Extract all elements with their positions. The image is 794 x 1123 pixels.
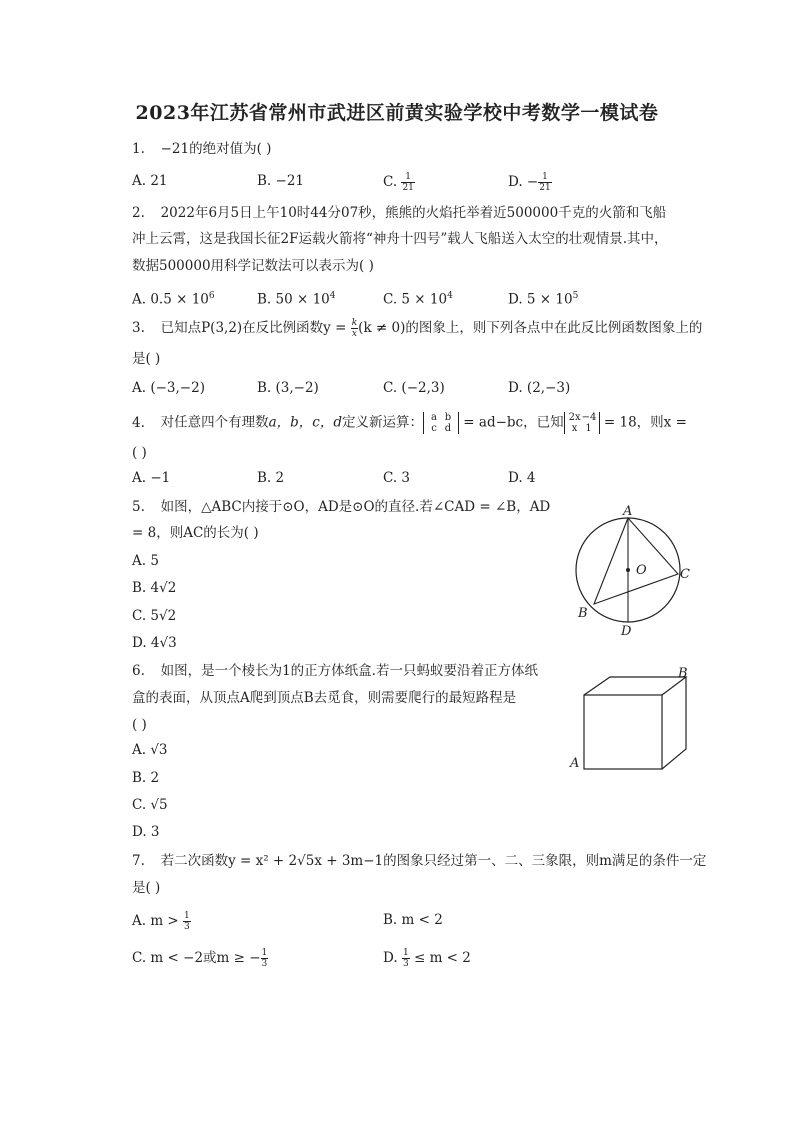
label-b: B bbox=[578, 606, 588, 621]
q4-option-c[interactable]: C. 3 bbox=[383, 470, 411, 486]
q2-option-b[interactable]: B. $50 \times 10^4$ bbox=[257, 291, 336, 308]
determinant-given: 2x−4 x 1 bbox=[564, 412, 600, 434]
q6-option-c[interactable]: C. √5 bbox=[132, 797, 168, 813]
q3-option-c[interactable]: C. (−2,3) bbox=[383, 380, 445, 396]
question-7-line-2: 是( ) bbox=[132, 880, 161, 896]
cube-front-face bbox=[584, 695, 662, 769]
q1-option-c[interactable]: C. $\frac{1}{21}$ bbox=[383, 172, 414, 193]
center-point bbox=[626, 568, 630, 572]
q1-option-a[interactable]: A. 21 bbox=[132, 173, 168, 189]
q4-option-a[interactable]: A. −1 bbox=[132, 470, 171, 486]
q4-option-b[interactable]: B. 2 bbox=[257, 470, 285, 486]
question-1: 1. −21的绝对值为( ) bbox=[132, 141, 272, 157]
label-cube-a: A bbox=[570, 756, 580, 771]
triangle-abc bbox=[594, 518, 678, 604]
q2-option-d[interactable]: D. $5 \times 10^5$ bbox=[508, 291, 579, 308]
q3-option-b[interactable]: B. (3,−2) bbox=[257, 380, 319, 396]
question-5-line-2: = 8，则AC的长为( ) bbox=[132, 525, 259, 541]
q5-option-d[interactable]: D. 4√3 bbox=[132, 635, 177, 651]
q7-option-b[interactable]: B. m < 2 bbox=[383, 912, 443, 928]
page-title: 2023年江苏省常州市武进区前黄实验学校中考数学一模试卷 bbox=[135, 102, 659, 124]
label-a: A bbox=[623, 504, 633, 519]
label-d: D bbox=[621, 624, 632, 639]
q4-option-d[interactable]: D. 4 bbox=[508, 470, 536, 486]
determinant-abcd: a b c d bbox=[423, 412, 459, 434]
q5-option-a[interactable]: A. 5 bbox=[132, 553, 159, 569]
q6-option-d[interactable]: D. 3 bbox=[132, 824, 160, 840]
q6-option-a[interactable]: A. √3 bbox=[132, 742, 168, 758]
question-4-line-2: ( ) bbox=[132, 445, 147, 461]
question-5: 5. 如图，△ABC内接于⊙O，AD是⊙O的直径.若∠CAD = ∠B，AD bbox=[132, 499, 551, 515]
q3-option-a[interactable]: A. (−3,−2) bbox=[132, 380, 205, 396]
q7-option-a[interactable]: A. m > $\frac{1}{3}$ bbox=[132, 911, 190, 932]
question-7: 7. 若二次函数y = x² + 2√5x + 3m−1的图象只经过第一、二、三象限，则m满足的条件一定 bbox=[132, 853, 707, 869]
q6-option-b[interactable]: B. 2 bbox=[132, 770, 160, 786]
question-4: 4. 对任意四个有理数a，b，c，d定义新运算： a b c d = ad−bc，已知 2x−4 x 1 = 18，则x = bbox=[132, 412, 687, 434]
q7-option-d[interactable]: D. $\frac{1}{3}$ ≤ m < 2 bbox=[383, 948, 471, 969]
label-c: C bbox=[680, 567, 690, 582]
circle-figure bbox=[568, 500, 700, 640]
label-cube-b: B bbox=[678, 666, 688, 681]
question-3-line-2: 是( ) bbox=[132, 351, 161, 367]
q7-option-c[interactable]: C. m < −2或m ≥ − $\frac{1}{3}$ bbox=[132, 948, 268, 969]
q5-option-b[interactable]: B. 4√2 bbox=[132, 580, 177, 596]
cube-side-face bbox=[662, 677, 686, 769]
question-2-line-3: 数据500000用科学记数法可以表示为( ) bbox=[132, 258, 374, 274]
question-6-line-3: ( ) bbox=[132, 717, 147, 733]
q2-option-c[interactable]: C. $5 \times 10^4$ bbox=[383, 291, 453, 308]
label-o: O bbox=[636, 563, 647, 578]
question-3: 3. 已知点P(3,2)在反比例函数y = $\frac{k}{x}$ (k ≠ 0)的图象上，则下列各点中在此反比例函数图象上的 bbox=[132, 318, 703, 339]
cube-top-face bbox=[584, 677, 686, 695]
q5-option-c[interactable]: C. 5√2 bbox=[132, 608, 177, 624]
question-2-line-2: 冲上云霄，这是我国长征2F运载火箭将“神舟十四号”载人飞船送入太空的壮观情景.其中， bbox=[132, 231, 668, 247]
question-6-line-2: 盒的表面，从顶点A爬到顶点B去觅食，则需要爬行的最短路程是 bbox=[132, 690, 517, 706]
q3-option-d[interactable]: D. (2,−3) bbox=[508, 380, 571, 396]
question-2: 2. 2022年6月5日上午10时44分07秒，熊熊的火焰托举着近500000千克的火箭和飞船 bbox=[132, 205, 667, 221]
q2-option-a[interactable]: A. $0.5 \times 10^6$ bbox=[132, 291, 215, 308]
cube-figure bbox=[566, 665, 696, 775]
question-6: 6. 如图，是一个棱长为1的正方体纸盒.若一只蚂蚁要沿着正方体纸 bbox=[132, 663, 538, 679]
q1-option-d[interactable]: D. − $\frac{1}{21}$ bbox=[508, 172, 551, 193]
q1-option-b[interactable]: B. −21 bbox=[257, 173, 304, 189]
